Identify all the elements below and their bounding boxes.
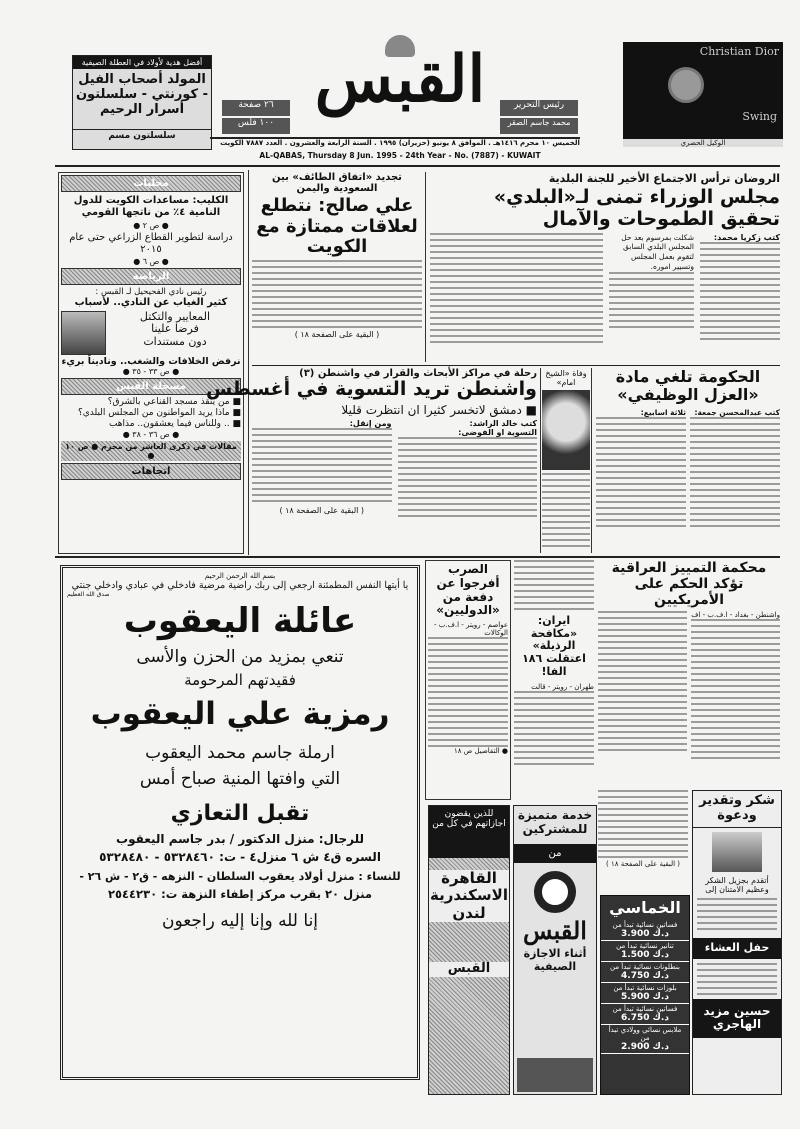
price-label: بلوزات نسائية تبدأ من (613, 984, 677, 993)
ad-cities: القاهرة الاسكندرية لندن (430, 869, 508, 922)
deceased-name: رمزية علي اليعقوب (90, 696, 390, 733)
story-iraq (598, 560, 780, 785)
price-label: فساتين نسائية تبدأ من (612, 921, 678, 930)
sidebar-item[interactable]: ■ ماذا يريد المواطنون من المجلس البلدي؟ (77, 408, 241, 419)
obit-line: التي وافتها المنية صباح أمس (139, 768, 341, 789)
ad-text: للذين يقضون اجازاتهم في كل من (429, 806, 509, 858)
story-rawdhan (430, 172, 780, 362)
byline: كتب زكريا محمد: (713, 232, 780, 242)
sidebar-headline: المعايير والتكتل (139, 309, 211, 323)
ad-text: من (514, 844, 596, 863)
story-headline[interactable]: محكمة التمييز العراقية تؤكد الحكم على الأمريكيين (611, 560, 767, 609)
dateline: واشنطن - بغداد - ا.ف.ب - اف (691, 611, 780, 620)
ad-text: أتقدم بجزيل الشكر وعظيم الامتنان إلى (705, 875, 769, 894)
page-ref: ● ص ٦ ● (133, 257, 169, 266)
story-government (596, 368, 780, 553)
price-value: 1.500 د.ك (621, 950, 669, 961)
obit-line: ارملة جاسم محمد اليعقوب (145, 742, 335, 763)
sidebar-kicker: رئيس نادي الفحيحيل لـ القبس : (95, 287, 207, 297)
price-value: 6.750 د.ك (621, 1013, 669, 1024)
sun-emblem-icon (534, 871, 576, 913)
ad-khamasi[interactable] (600, 895, 690, 1095)
price-item (601, 941, 689, 962)
ad-brand: Christian Dior (699, 45, 779, 58)
item-text: .. وللناس فيما يعشقون.. مذاهب (108, 419, 230, 430)
sidebar (58, 172, 244, 554)
sidebar-headline: دون مستندات (143, 334, 207, 348)
section-trends[interactable]: اتجاهات (61, 463, 241, 480)
obit-line: فقيدتهم المرحومة (184, 671, 296, 690)
newspaper-logo: القبس (314, 42, 486, 117)
date-line-arabic: الخميس ١٠ محرم ١٤١٦هـ . الموافق ٨ يونيو (حزيران) ١٩٩٥ . السنة الرابعة والعشرون . العدد ٧٨٨٧ الكويت (220, 139, 580, 147)
section-qabas-files[interactable]: مسجلة القبس (61, 378, 241, 395)
story-headline[interactable]: الحكومة تلغي مادة «العزل الوظيفي» (615, 367, 761, 405)
price-box: ١٠٠ فلس (222, 118, 290, 134)
obit-title: وفاة «الشيخ امام» (545, 369, 587, 388)
editor-name: محمد جاسم الصقر (500, 118, 578, 134)
ad-thanks[interactable] (692, 790, 782, 1095)
verse-source: صدق الله العظيم (67, 591, 110, 598)
story-kicker: الروضان ترأس الاجتماع الأخير للجنة البلدية (548, 172, 780, 185)
story-iraq-continued (598, 790, 688, 890)
price-label: بنطلونات نسائية تبدأ من (610, 963, 680, 972)
sidebar-headline[interactable]: نرفض الخلافات والشغب.. وناديناً بريء (61, 355, 241, 367)
price-item (601, 1004, 689, 1025)
ad-brand: القبس (429, 962, 509, 977)
subhead-text: دمشق لاتخسر كثيرا ان انتظرت قليلا (341, 402, 522, 417)
closing-calligraphy: إنا لله وإنا إليه راجعون (161, 911, 319, 932)
ad-model: Swing (742, 110, 777, 123)
editor-title: رئيس التحرير (500, 100, 578, 116)
watch-icon (668, 67, 704, 103)
price-item (601, 1025, 689, 1054)
story-kicker: تجديد «اتفاق الطائف» بين السعودية واليمن (272, 172, 402, 194)
ad-footer: الوكيل الحصري (623, 139, 783, 147)
ad-banner: أفضل هدية لأولاد في العطلة الصيفية (73, 56, 211, 69)
price-item (601, 962, 689, 983)
story-serbs (425, 560, 511, 800)
story-lead: شكلت بمرسوم بعد حل المجلس البلدي السابق لتقوم بعمل المجلس وتسيير اموره. (621, 232, 694, 271)
byline: كتب عبدالمحسن جمعة: (694, 407, 780, 417)
price-item (601, 920, 689, 941)
ad-qabas-subscribers[interactable] (513, 805, 597, 1095)
sidebar-headline: فرضا علينا (151, 322, 199, 336)
price-value: 3.900 د.ك (621, 929, 669, 940)
dateline: عواصم - رويتر - ا.ف.ب - الوكالات (434, 621, 508, 638)
section-sports[interactable]: الرياضة (61, 268, 241, 285)
ad-title: شكر وتقدير ودعوة (693, 791, 781, 828)
ad-travel-subscription[interactable] (428, 805, 510, 1095)
obit-sheikh-imam (540, 368, 592, 553)
portrait-photo (542, 390, 590, 470)
story-saleh (252, 172, 422, 362)
sidebar-item[interactable]: ■ .. وللناس فيما يعشقون.. مذاهب (108, 419, 241, 430)
story-headline[interactable]: علي صالح: نتطلع لعلاقات ممتازة مع الكويت (256, 195, 418, 258)
price-value: 4.750 د.ك (621, 971, 669, 982)
ad-footer: سلسلتون مسم (73, 129, 211, 142)
story-headline[interactable]: ايران: «مكافحة الرذيلة» اعتقلت ١٨٦ الفا! (522, 614, 586, 678)
ad-dior-watch[interactable] (623, 42, 783, 147)
women-address: للنساء : منزل أولاد يعقوب السلطان - النزهه - ق٢ - ش ٢٦ - (79, 870, 401, 884)
men-address: للرجال: منزل الدكتور / بدر جاسم اليعقوب (116, 832, 364, 847)
family-name: عائلة اليعقوب (123, 601, 357, 641)
story-headline[interactable]: مجلس الوزراء تمنى لـ«البلدي» تحقيق الطموحات والآمال (493, 186, 780, 230)
page-ref: ● ص ٢ ● (133, 221, 169, 230)
ad-logo: القبس (523, 915, 587, 945)
story-kicker: رحلة في مراكز الأبحاث والقرار في واشنطن (٣) (299, 368, 537, 379)
sidebar-headline[interactable]: دراسة لتطوير القطاع الزراعي حتى عام ٢٠١٥ (69, 232, 233, 255)
dateline: طهران - رويتر - قالت (531, 683, 594, 692)
ad-title: المولد أصحاب الفيل - كورنتي - سلسلتون أسرار الرحيم (75, 72, 209, 117)
sidebar-headline[interactable]: الكليب: مساعدات الكويت للدول النامية ٤٪ من ناتجها القومي (73, 195, 229, 218)
basmala: بسم الله الرحمن الرحيم (204, 572, 276, 580)
byline: كتب خالد الراشد: (469, 418, 537, 428)
page-ref: ● ص ٣٦ - ٣٨ ● (122, 430, 180, 440)
story-washington (205, 368, 537, 553)
item-text: من ينقذ مسجد القناعي بالشرق؟ (107, 397, 230, 408)
subheading: التسوية او الفوضى: (458, 427, 537, 437)
ad-text: خدمة متميزة للمشتركين (517, 808, 593, 836)
story-headline[interactable]: الصرب أفرجوا عن دفعة من «الدوليين» (436, 562, 500, 618)
person-photo (712, 832, 762, 872)
pages-box: ٢٦ صفحة (222, 100, 290, 116)
price-label: ملابس نسائي وولادي تبدأ من (608, 1026, 682, 1043)
sidebar-item[interactable]: ■ من ينقذ مسجد القناعي بالشرق؟ (107, 397, 241, 408)
women-phone: منزل ٢٠ بقرب مركز إطفاء النزهة ت: ٢٥٤٤٢٣٠ (107, 887, 373, 902)
ad-text: أثناء الاجازة الصيفية (523, 947, 587, 973)
date-line-english: AL-QABAS, Thursday 8 Jun. 1995 - 24th Year - No. (7887) - KUWAIT (259, 151, 541, 160)
page-ref: ● ص ٣٣ - ٣٥ ● (122, 367, 180, 377)
story-headline[interactable]: واشنطن تريد التسوية في أغسطس (205, 378, 537, 400)
subheading: ثلاثة اسابيع: (640, 407, 686, 417)
continuation: ● التفاصيل ص ١٨ (454, 747, 508, 756)
sidebar-note[interactable]: مقالات في ذكرى العاشر من محرم ● ص ١٠ ● (61, 441, 241, 461)
quran-verse: يا أيتها النفس المطمئنة ارجعي إلى ربك راضية مرضية فادخلي في عبادي وادخلي جنتي (71, 580, 409, 591)
price-label: فساتين نسائية تبدأ من (612, 1005, 678, 1014)
continuation: ( البقية على الصفحة ١٨ ) (605, 860, 681, 868)
obituary-notice (60, 565, 420, 1080)
continuation: ( البقية على الصفحة ١٨ ) (294, 330, 380, 340)
continuation: ( البقية على الصفحة ١٨ ) (279, 505, 365, 515)
men-phone: السره ق٤ ش ٦ منزل٤ - ت: ٥٣٢٨٤٦٠ - ٥٣٢٨٤٨٠ (99, 850, 381, 865)
story-subhead: ■ دمشق لاتخسر كثيرا ان انتظرت قليلا (341, 402, 537, 417)
obit-line: تنعي بمزيد من الحزن والأسى (136, 647, 344, 668)
newspaper-stack-image (517, 1058, 593, 1092)
price-item (601, 983, 689, 1004)
price-label: تنانير نسائية تبدأ من (616, 942, 674, 951)
person-photo (61, 311, 106, 355)
ad-signer: حسين مزيد الهاجري (693, 999, 781, 1039)
price-value: 2.900 د.ك (621, 1042, 669, 1053)
ad-text: حفل العشاء (693, 938, 781, 959)
item-text: ماذا يريد المواطنون من المجلس البلدي؟ (77, 408, 230, 419)
story-iran (514, 560, 594, 800)
ad-kids-books[interactable] (72, 55, 212, 150)
section-local[interactable]: محليات (61, 175, 241, 192)
sidebar-headline[interactable]: كثير الغياب عن النادي.. لأسباب (74, 297, 228, 308)
subheading: ومن إنقل: (349, 418, 392, 428)
ad-brand: الخماسي (609, 898, 681, 917)
condolences-heading: تقبل التعازي (170, 800, 310, 826)
price-value: 5.900 د.ك (621, 992, 669, 1003)
